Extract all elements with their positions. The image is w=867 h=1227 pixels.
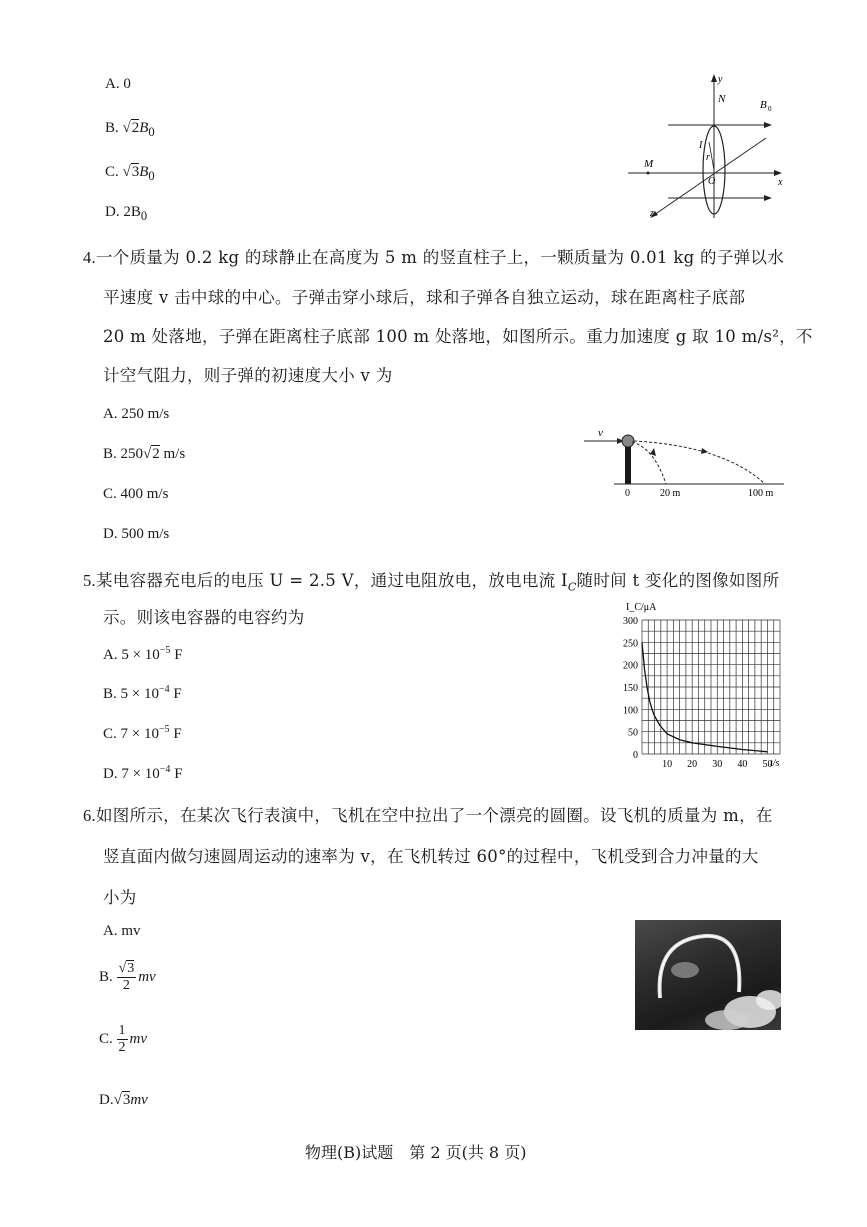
chart-grid — [642, 620, 780, 754]
q5-option-c: C. $7 \times 10^{-5}$ F — [103, 724, 182, 742]
q3-magnetic-field-diagram — [626, 70, 796, 220]
q4-number: 4. — [83, 248, 96, 267]
q5-option-d: D. $7 \times 10^{-4}$ F — [103, 764, 183, 782]
q6-option-b: B. $\frac{√3}{2}$ mv — [99, 961, 156, 993]
q5-option-b: B. $5 \times 10^{-4}$ F — [103, 684, 182, 702]
q3-option-c: C. $√3B_0$ — [105, 164, 155, 183]
svg-text:M: M — [644, 158, 654, 170]
chart-x-ticks — [662, 759, 772, 770]
q3-option-d: D. $2B_0$ — [105, 204, 148, 223]
q5-current-time-chart — [612, 600, 792, 772]
q4-stem-line-2: 平速度 v 击中球的中心。子弹击穿小球后，球和子弹各自独立运动，球在距离柱子底部 — [103, 288, 746, 307]
y-tick-label: 0 — [633, 750, 638, 761]
x-tick-label: 40 — [737, 759, 748, 770]
q3-option-b-label: B. — [105, 120, 123, 136]
svg-text:x: x — [778, 177, 783, 188]
q6-stem-line-2: 竖直面内做匀速圆周运动的速率为 v，在飞机转过 60°的过程中，飞机受到合力冲量的大 — [103, 847, 759, 866]
q3-option-c-sqrt: √3 — [122, 164, 140, 180]
svg-text:v: v — [598, 427, 603, 439]
q6-option-d: D.√3mv — [99, 1092, 148, 1108]
q5-option-a: A. $5 \times 10^{-5}$ F — [103, 645, 183, 663]
q3-option-b-sqrt: √2 — [122, 120, 140, 136]
y-tick-label: 250 — [623, 638, 638, 650]
q6-number: 6. — [83, 806, 96, 825]
chart-x-label: t/s — [770, 758, 780, 769]
y-tick-label: 150 — [623, 683, 638, 694]
q3-option-c-label: C. — [105, 164, 123, 180]
q6-airshow-photo — [635, 920, 781, 1030]
svg-text:B: B — [760, 99, 767, 111]
q4-stem-line-3: 20 m 处落地，子弹在距离柱子底部 100 m 处落地，如图所示。重力加速度 g 取 10 m/s²，不 — [103, 327, 813, 346]
q4-stem-line-4: 计空气阻力，则子弹的初速度大小 v 为 — [103, 366, 393, 385]
svg-text:N: N — [718, 93, 726, 105]
q3-option-b: B. $√2B_0$ — [105, 120, 155, 139]
x-tick-label: 50 — [762, 759, 773, 770]
chart-y-ticks — [623, 616, 638, 761]
svg-text:O: O — [708, 176, 716, 187]
q4-option-d: D. 500 m/s — [103, 526, 170, 542]
x-tick-label: 20 — [687, 759, 698, 770]
svg-text:0: 0 — [768, 105, 772, 113]
q4-option-c: C. 400 m/s — [103, 486, 169, 502]
svg-text:I: I — [699, 140, 703, 151]
y-tick-label: 200 — [623, 660, 638, 672]
svg-text:100 m: 100 m — [748, 488, 774, 499]
svg-text:20 m: 20 m — [660, 488, 681, 499]
q4-option-b: B. 250√2 m/s — [103, 446, 186, 462]
q5-stem-line-2: 示。则该电容器的电容约为 — [103, 608, 305, 627]
x-tick-label: 10 — [662, 759, 673, 770]
q4-option-a: A. 250 m/s — [103, 406, 170, 422]
svg-text:r: r — [706, 152, 710, 163]
q5-stem-line-1: 5.某电容器充电后的电压 U = 2.5 V，通过电阻放电，放电电流 $I_C$随时间 t 变化的图像如图所 — [83, 571, 780, 594]
y-tick-label: 50 — [628, 727, 638, 739]
q4-projectile-diagram — [584, 418, 789, 500]
y-tick-label: 100 — [623, 705, 638, 717]
x-tick-label: 30 — [712, 759, 723, 770]
q6-option-c: C. $\frac{1}{2}$ mv — [99, 1023, 148, 1055]
svg-text:z: z — [650, 208, 654, 219]
chart-y-label: I_C/μA — [626, 602, 657, 613]
q6-stem-line-1: 6.如图所示，在某次飞行表演中，飞机在空中拉出了一个漂亮的圆圈。设飞机的质量为 m，在 — [83, 806, 773, 825]
q6-option-a: A. mv — [103, 923, 141, 939]
y-tick-label: 300 — [623, 616, 638, 627]
q6-stem-line-3: 小为 — [103, 888, 137, 907]
q4-stem-line-1: 4.一个质量为 0.2 kg 的球静止在高度为 5 m 的竖直柱子上，一颗质量为 0.01 kg 的子弹以水 — [83, 248, 785, 267]
q5-number: 5. — [83, 571, 96, 590]
svg-text:0: 0 — [625, 488, 630, 499]
page-footer: 物理(B)试题 第 2 页(共 8 页) — [305, 1143, 527, 1162]
svg-text:y: y — [718, 74, 723, 85]
q3-option-a: A. 0 — [105, 76, 131, 92]
